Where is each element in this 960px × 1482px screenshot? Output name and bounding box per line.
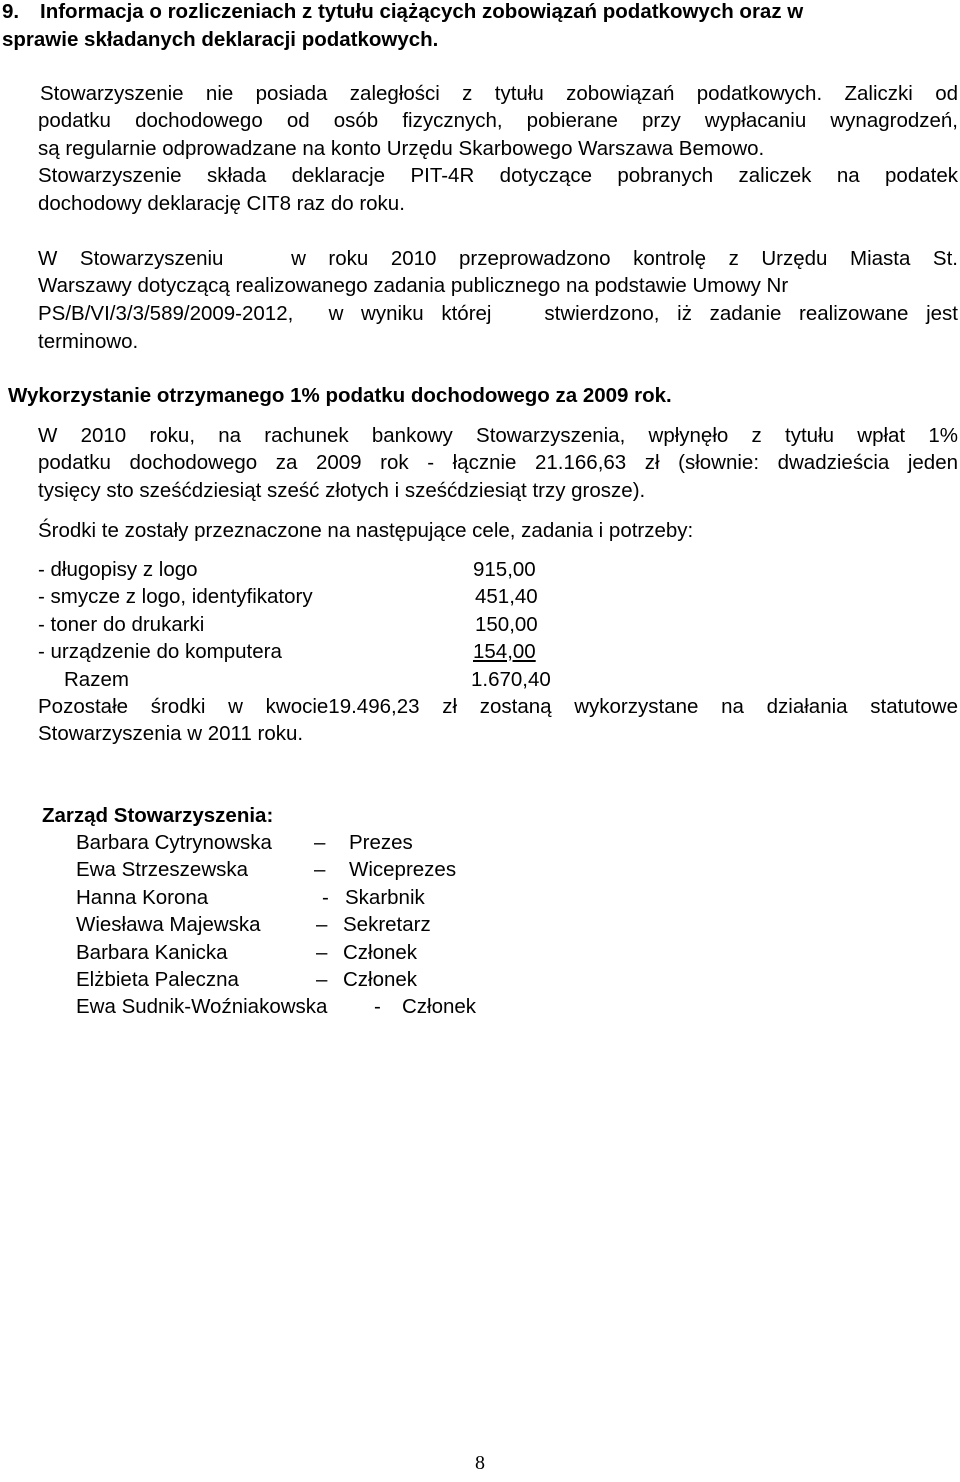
- para4: Środki te zostały przeznaczone na następujące cele, zadania i potrzeby:: [38, 519, 694, 542]
- member-name: Barbara Cytrynowska: [76, 831, 272, 854]
- page-number: 8: [475, 1452, 485, 1474]
- para1-line-1: Stowarzyszenie nie posiada zaległości z tytułu zobowiązań podatkowych. Zaliczki od: [40, 82, 958, 105]
- expense-label: - urządzenie do komputera: [38, 640, 282, 663]
- member-name: Barbara Kanicka: [76, 941, 228, 964]
- expense-label: - toner do drukarki: [38, 613, 205, 636]
- para1-line-4: Stowarzyszenie składa deklaracje PIT-4R dotyczące pobranych zaliczek na podatek: [38, 164, 958, 187]
- member-separator: –: [316, 913, 328, 936]
- member-role: Członek: [402, 995, 477, 1018]
- expense-amount: 915,00: [473, 558, 536, 581]
- remaining-line-2: Stowarzyszenia w 2011 roku.: [38, 722, 304, 745]
- expense-label: - długopisy z logo: [38, 558, 198, 581]
- member-separator: –: [316, 968, 328, 991]
- para1-line-5: dochodowy deklarację CIT8 raz do roku.: [38, 192, 405, 215]
- member-separator: -: [322, 886, 329, 909]
- para2-line-3: PS/B/VI/3/3/589/2009-2012, w wyniku której stwierdzono, iż zadanie realizowane jest: [38, 302, 958, 325]
- para1-line-2: podatku dochodowego od osób fizycznych, pobierane przy wypłacaniu wynagrodzeń,: [38, 109, 958, 132]
- expense-amount: 154,00: [473, 640, 536, 663]
- member-separator: –: [314, 858, 326, 881]
- para3-line-1: W 2010 roku, na rachunek bankowy Stowarzyszenia, wpłynęło z tytułu wpłat 1%: [38, 424, 958, 447]
- member-separator: -: [374, 995, 381, 1018]
- para2-line-4: terminowo.: [38, 330, 139, 353]
- para3-line-3: tysięcy sto sześćdziesiąt sześć złotych i sześćdziesiąt trzy grosze).: [38, 479, 646, 502]
- para2-line-2: Warszawy dotyczącą realizowanego zadania publicznego na podstawie Umowy Nr: [38, 274, 789, 297]
- para2-line-1: W Stowarzyszeniu w roku 2010 przeprowadzono kontrolę z Urzędu Miasta St.: [38, 247, 958, 270]
- total-label: Razem: [64, 668, 129, 691]
- member-name: Ewa Strzeszewska: [76, 858, 249, 881]
- total-amount: 1.670,40: [471, 668, 551, 691]
- member-role: Sekretarz: [343, 913, 431, 936]
- expense-amount: 150,00: [475, 613, 538, 636]
- expense-label: - smycze z logo, identyfikatory: [38, 585, 313, 608]
- member-role: Członek: [343, 968, 418, 991]
- member-role: Członek: [343, 941, 418, 964]
- board-heading: Zarząd Stowarzyszenia:: [42, 804, 274, 827]
- remaining-line-1: Pozostałe środki w kwocie19.496,23 zł zostaną wykorzystane na działania statutowe: [38, 695, 958, 718]
- member-role: Skarbnik: [345, 886, 425, 909]
- expense-amount: 451,40: [475, 585, 538, 608]
- section-number: 9.: [2, 0, 20, 23]
- section-title-line-1: Informacja o rozliczeniach z tytułu ciążących zobowiązań podatkowych oraz w: [40, 0, 804, 23]
- member-name: Wiesława Majewska: [76, 913, 261, 936]
- para1-line-3: są regularnie odprowadzane na konto Urzędu Skarbowego Warszawa Bemowo.: [38, 137, 765, 160]
- member-separator: –: [314, 831, 326, 854]
- member-name: Ewa Sudnik-Woźniakowska: [76, 995, 328, 1018]
- one-percent-heading: Wykorzystanie otrzymanego 1% podatku dochodowego za 2009 rok.: [8, 384, 672, 407]
- member-role: Prezes: [349, 831, 413, 854]
- para3-line-2: podatku dochodowego za 2009 rok - łącznie 21.166,63 zł (słownie: dwadzieścia jeden: [38, 451, 958, 474]
- member-role: Wiceprezes: [349, 858, 457, 881]
- member-separator: –: [316, 941, 328, 964]
- member-name: Hanna Korona: [76, 886, 209, 909]
- section-title-line-2: sprawie składanych deklaracji podatkowych.: [2, 28, 439, 51]
- member-name: Elżbieta Paleczna: [76, 968, 239, 991]
